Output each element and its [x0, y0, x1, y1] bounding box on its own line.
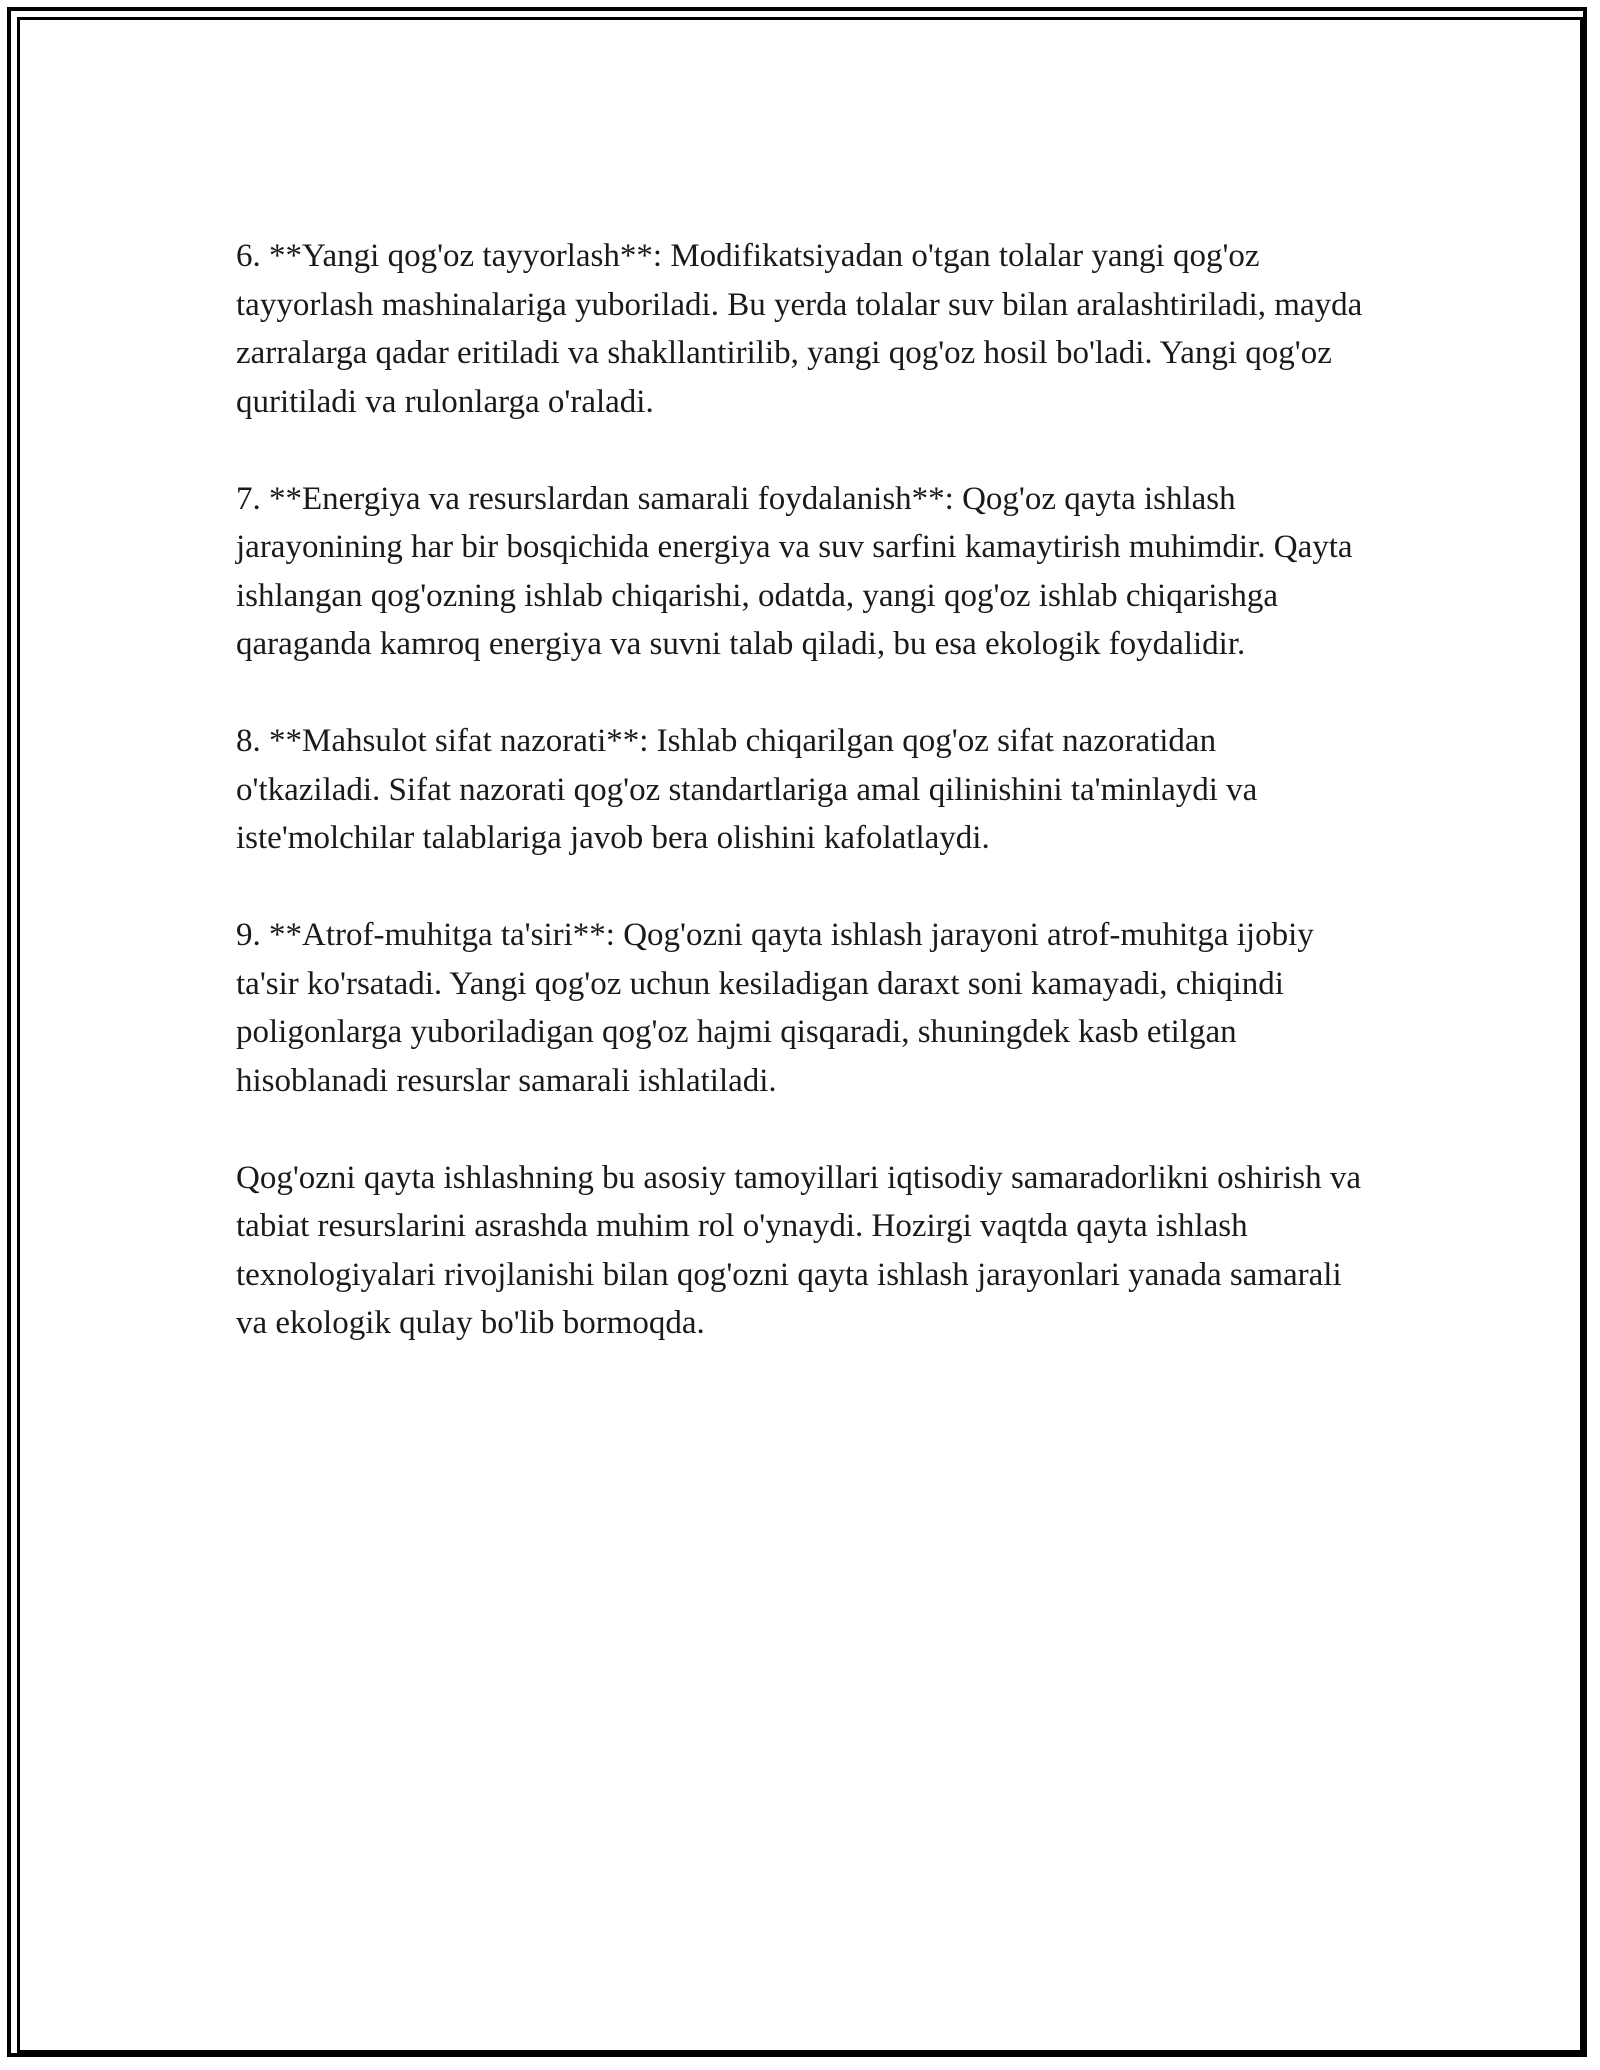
paragraph-step-9: 9. **Atrof-muhitga ta'siri**: Qog'ozni qayta ishlash jarayoni atrof-muhitga ijobiy ta'sir ko'rsatadi. Yangi qog'oz uchun kesiladigan daraxt soni kamayadi, chiqindi poligonlarga yuboriladigan qog'oz hajmi qisqaradi, shuningdek kasb etilgan hisoblanadi resurslar samarali ishlatiladi.: [236, 917, 1314, 1099]
paragraph-step-8: 8. **Mahsulot sifat nazorati**: Ishlab chiqarilgan qog'oz sifat nazoratidan o'tkaziladi. Sifat nazorati qog'oz standartlariga amal qilinishini ta'minlaydi va iste'molchilar talablariga javob bera olishini kafolatlaydi.: [236, 723, 1258, 856]
paragraph-conclusion: Qog'ozni qayta ishlashning bu asosiy tamoyillari iqtisodiy samaradorlikni oshirish va tabiat resurslarini asrashda muhim rol o'ynaydi. Hozirgi vaqtda qayta ishlash texnologiyalari rivojlanishi bilan qog'ozni qayta ishlash jarayonlari yanada samarali va ekologik qulay bo'lib bormoqda.: [236, 1159, 1362, 1341]
paragraph-step-6: 6. **Yangi qog'oz tayyorlash**: Modifikatsiyadan o'tgan tolalar yangi qog'oz tayyorlash mashinalariga yuboriladi. Bu yerda tolalar suv bilan aralashtiriladi, mayda zarralarga qadar eritiladi va shakllantirilib, yangi qog'oz hosil bo'ladi. Yangi qog'oz quritiladi va rulonlarga o'raladi.: [236, 238, 1363, 420]
document-body: [236, 232, 1364, 1396]
paragraph-step-7: 7. **Energiya va resurslardan samarali foydalanish**: Qog'oz qayta ishlash jarayonining har bir bosqichida energiya va suv sarfini kamaytirish muhimdir. Qayta ishlangan qog'ozning ishlab chiqarishi, odatda, yangi qog'oz ishlab chiqarishga qaraganda kamroq energiya va suvni talab qiladi, bu esa ekologik foydalidir.: [236, 480, 1353, 662]
